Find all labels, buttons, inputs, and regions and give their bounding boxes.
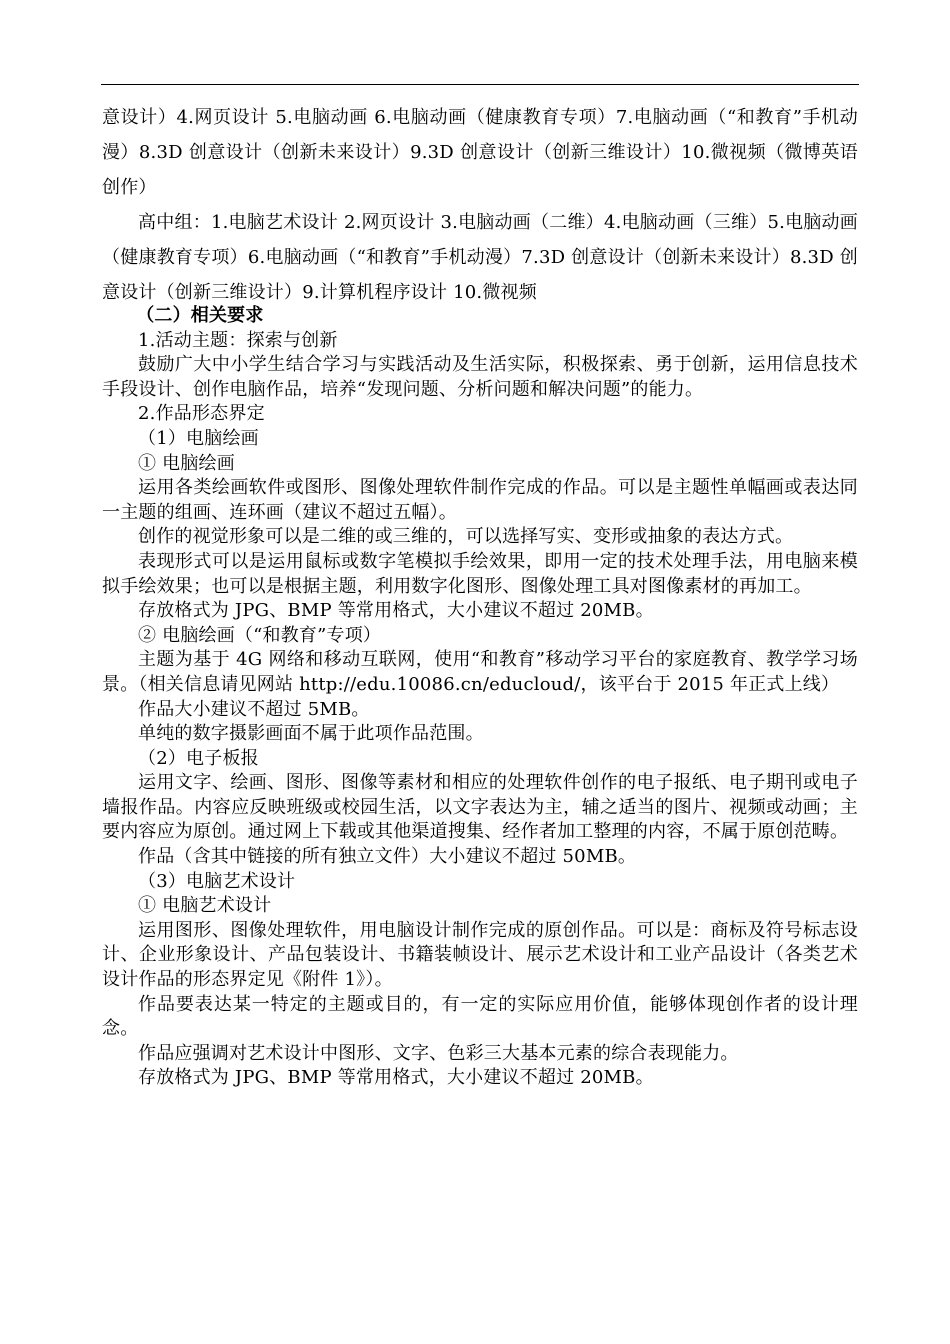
board-paragraph-2: 作品（含其中链接的所有独立文件）大小建议不超过 50MB。 [138, 846, 637, 868]
board-title: （2）电子板报 [138, 747, 259, 769]
drawing2-paragraph-3: 单纯的数字摄影画面不属于此项作品范围。 [138, 723, 484, 745]
art-subtitle-1: ① 电脑艺术设计 [138, 895, 272, 917]
theme-title: 1.活动主题：探索与创新 [138, 329, 338, 351]
form-title: 2.作品形态界定 [138, 403, 265, 425]
senior-group: 高中组：1.电脑艺术设计 2.网页设计 3.电脑动画（二维）4.电脑动画（三维）5.电脑动画（健康教育专项）6.电脑动画（“和教育”手机动漫）7.3D 创意设计（创新未来设计）8.3D 创意设计（创新三维设计）9.计算机程序设计 10.微视频 [102, 212, 858, 303]
requirements-section [102, 304, 858, 1091]
header-rule [101, 84, 859, 85]
art-paragraph-2: 作品要表达某一特定的主题或目的，有一定的实际应用价值，能够体现创作者的设计理念。 [102, 993, 858, 1040]
document-body [102, 100, 858, 1091]
group-list-section [102, 100, 858, 310]
section-heading: （二）相关要求 [136, 305, 264, 326]
drawing-subtitle-2: ② 电脑绘画（“和教育”专项） [138, 624, 382, 646]
drawing2-paragraph-2: 作品大小建议不超过 5MB。 [138, 698, 370, 720]
drawing-title: （1）电脑绘画 [138, 427, 259, 449]
drawing-paragraph-3: 表现形式可以是运用鼠标或数字笔模拟手绘效果，即用一定的技术处理手法，用电脑来模拟手绘效果；也可以是根据主题，利用数字化图形、图像处理工具对图像素材的再加工。 [102, 550, 858, 597]
theme-body: 鼓励广大中小学生结合学习与实践活动及生活实际，积极探索、勇于创新，运用信息技术手段设计、创作电脑作品，培养“发现问题、分析问题和解决问题”的能力。 [102, 354, 858, 400]
board-paragraph-1: 运用文字、绘画、图形、图像等素材和相应的处理软件创作的电子报纸、电子期刊或电子墙报作品。内容应反映班级或校园生活，以文字表达为主，辅之适当的图片、视频或动画；主要内容应为原创。通过网上下载或其他渠道搜集、经作者加工整理的内容，不属于原创范畴。 [102, 772, 858, 843]
drawing-subtitle-1: ① 电脑绘画 [138, 452, 235, 474]
drawing-paragraph-1: 运用各类绘画软件或图形、图像处理软件制作完成的作品。可以是主题性单幅画或表达同一主题的组画、连环画（建议不超过五幅）。 [102, 477, 858, 523]
art-paragraph-1: 运用图形、图像处理软件，用电脑设计制作完成的原创作品。可以是：商标及符号标志设计、企业形象设计、产品包装设计、书籍装帧设计、展示艺术设计和工业产品设计（各类艺术设计作品的形态界定见《附件 1》）。 [102, 919, 858, 991]
art-paragraph-4: 存放格式为 JPG、BMP 等常用格式，大小建议不超过 20MB。 [138, 1067, 654, 1089]
junior-group-tail: 意设计）4.网页设计 5.电脑动画 6.电脑动画（健康教育专项）7.电脑动画（“和教育”手机动漫）8.3D 创意设计（创新未来设计）9.3D 创意设计（创新三维设计）10.微视频（微博英语创作） [102, 107, 858, 198]
art-title: （3）电脑艺术设计 [138, 870, 296, 892]
drawing2-paragraph-1: 主题为基于 4G 网络和移动互联网，使用“和教育”移动学习平台的家庭教育、教学学习场景。（相关信息请见网站 http://edu.10086.cn/educloud/，该平台于 2015 年正式上线） [102, 649, 858, 695]
drawing-paragraph-4: 存放格式为 JPG、BMP 等常用格式，大小建议不超过 20MB。 [138, 600, 654, 622]
art-paragraph-3: 作品应强调对艺术设计中图形、文字、色彩三大基本元素的综合表现能力。 [138, 1042, 739, 1064]
drawing-paragraph-2: 创作的视觉形象可以是二维的或三维的，可以选择写实、变形或抽象的表达方式。 [138, 526, 794, 548]
